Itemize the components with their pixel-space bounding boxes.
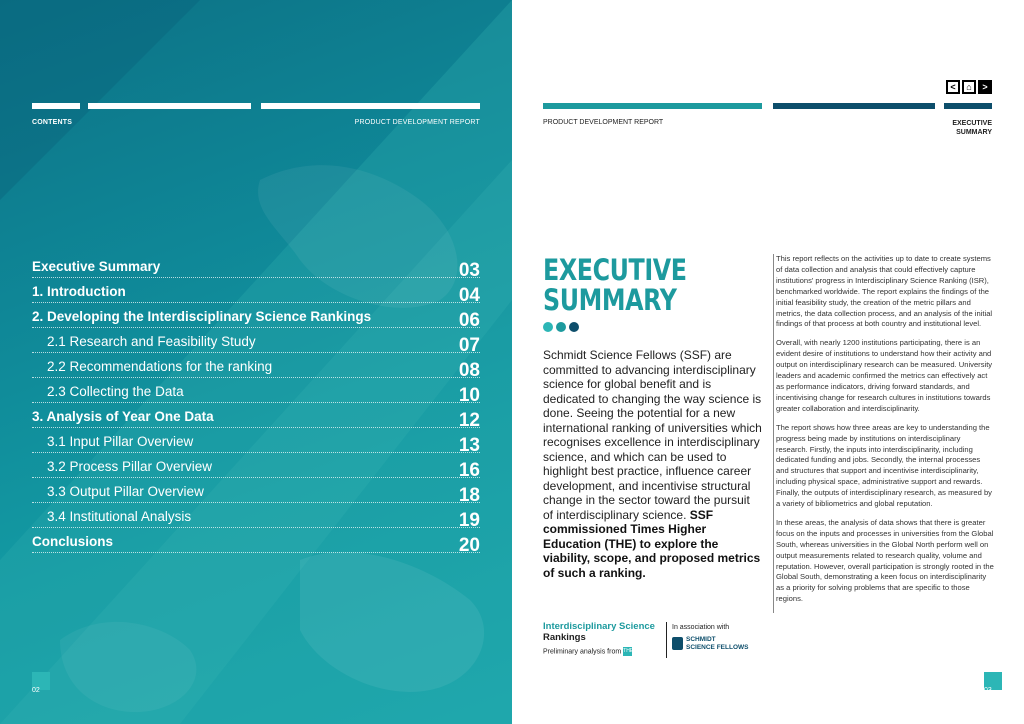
toc-entry[interactable] [32,327,480,356]
page-number: 03 [984,687,992,694]
ssf-logo-icon [672,637,683,650]
toc-entry-label: 2.3 Collecting the Data [47,384,184,399]
toc-entry-page: 03 [458,260,480,281]
decorative-dot [556,322,566,332]
toc-entry-page: 20 [458,535,480,556]
logo-line: Interdisciplinary Science [543,621,655,632]
intro-text: Schmidt Science Fellows (SSF) are committed to advancing interdisciplinary science for global benefit and is dedicated to changing the way science is done. Seeing the potential for a new international ranking of universities which recognises excellence in interdisciplinary science, and which can be used to highlight best practice, influence career development, and incentivise structural change in the sector toward the pursuit of interdisciplinary science. [543,348,762,522]
toc-entry-label: 3.3 Output Pillar Overview [47,484,204,499]
toc-entry-page: 04 [458,285,480,306]
section-title-header [952,119,992,137]
toc-entry-page: 16 [458,460,480,481]
toc-entry-label: 3.4 Institutional Analysis [47,509,192,524]
body-paragraph: The report shows how three areas are key to understanding the progress being made by institutions on interdisciplinary research. Firstly, the inputs into interdisciplinarity, including dedicated funding and jobs. Secondly, the internal processes and structures that support and incentivise interdisciplinarity, including physical space, administrative support and rewards. Finally, the outputs of interdisciplinary research, as measured by a variety of bibliometrics and global reputation. [776,422,992,509]
toc-entry-page: 12 [458,410,480,431]
header-bar-segment [773,103,935,109]
ssf-line: SCHMIDT [686,636,716,643]
report-title-header: PRODUCT DEVELOPMENT REPORT [354,119,480,126]
toc-entry-label: Conclusions [32,534,114,549]
logo-divider [666,622,667,658]
previous-page-button[interactable]: < [946,80,960,94]
toc-entry-page: 10 [458,385,480,406]
toc-entry[interactable] [32,477,480,506]
page-title [543,255,687,315]
intro-bold-text: SSF commissioned Times Higher Education (THE) to explore the viability, scope, and proposed metrics of such a ranking. [543,507,761,580]
toc-entry[interactable] [32,452,480,481]
toc-entry-label: 2.2 Recommendations for the ranking [47,359,273,374]
logo-caption [543,647,663,658]
toc-entry-page: 19 [458,510,480,531]
toc-entry-label: Executive Summary [32,259,161,274]
contents-label: CONTENTS [32,119,73,126]
home-button[interactable]: ⌂ [962,80,976,94]
logo-caption-text: Preliminary analysis from [543,648,622,656]
ssf-logo [672,624,748,651]
toc-entry[interactable] [32,527,480,556]
header-bar-segment [543,103,762,109]
section-title-line: SUMMARY [956,129,992,136]
body-paragraph: This report reflects on the activities up to date to create systems of data collection and analysis that could effectively capture institutions' progress in Interdisciplinary Science Ranking (ISR), benchmarked worldwide. The report explains the findings of the initial feasibility study, the creation of the metric pillars and metrics, the data collection process, and an analysis of the initial findings of that process at both country and institutional level. [776,254,993,329]
toc-entry-label: 3.2 Process Pillar Overview [47,459,213,474]
next-page-button[interactable]: > [978,80,992,94]
toc-entry-label: 3.1 Input Pillar Overview [47,434,194,449]
association-text: In association with [672,624,730,631]
page-title-line: EXECUTIVE [543,253,687,287]
ssf-line: SCIENCE FELLOWS [686,643,749,651]
section-title-line: EXECUTIVE [952,120,992,127]
body-paragraph: Overall, with nearly 1200 institutions participating, there is an evident desire of institutions to understand how their activity and output on interdisciplinary research can be measured. University leaders and academic confirmed the metrics can effectively act as performance indicators, driving forward standards, and incentivising change for research cultures in institutions towards greater collaboration and interdisciplinarity. [776,338,993,413]
toc-entry-label: 2.1 Research and Feasibility Study [47,334,256,349]
toc-entry[interactable] [32,377,480,406]
toc-entry[interactable] [32,252,480,281]
decorative-dot [543,322,553,332]
page-title-line: SUMMARY [543,283,677,317]
toc-entry[interactable] [32,352,480,381]
isr-logo [543,622,663,658]
toc-entry[interactable] [32,402,480,431]
header-bar-segment [32,103,80,109]
toc-entry-page: 06 [458,310,480,331]
toc-entry-page: 13 [458,435,480,456]
logo-line: Rankings [543,631,586,643]
toc-entry[interactable] [32,427,480,456]
header-bar-segment [88,103,251,109]
ssf-wordmark [672,636,748,651]
toc-entry[interactable] [32,277,480,306]
decorative-dot [569,322,579,332]
intro-paragraph [543,348,763,580]
toc-entry-page: 07 [458,335,480,356]
report-title-header: PRODUCT DEVELOPMENT REPORT [543,119,664,126]
page-number: 02 [32,687,40,694]
body-text-column [773,254,994,613]
body-paragraph: In these areas, the analysis of data shows that there is greater focus on the inputs and processes in universities from the Global South, whereas universities in the Global North perform well on output measurements related to research quality, volume and reputation. However, overall participation is strongly rooted in the Global South, demonstrating a keen focus on interdisciplinarity as a priority for solving problems that are specific to those regions. [776,517,994,604]
toc-entry[interactable] [32,502,480,531]
the-logo-icon: THE [623,648,634,654]
toc-entry-label: 1. Introduction [32,284,126,299]
toc-entry-label: 3. Analysis of Year One Data [32,409,214,424]
toc-entry-label: 2. Developing the Interdisciplinary Science Rankings [32,309,372,324]
header-bar-segment [261,103,480,109]
toc-entry-page: 18 [458,485,480,506]
toc-entry[interactable] [32,302,480,331]
header-bar-segment [944,103,992,109]
toc-entry-page: 08 [458,360,480,381]
